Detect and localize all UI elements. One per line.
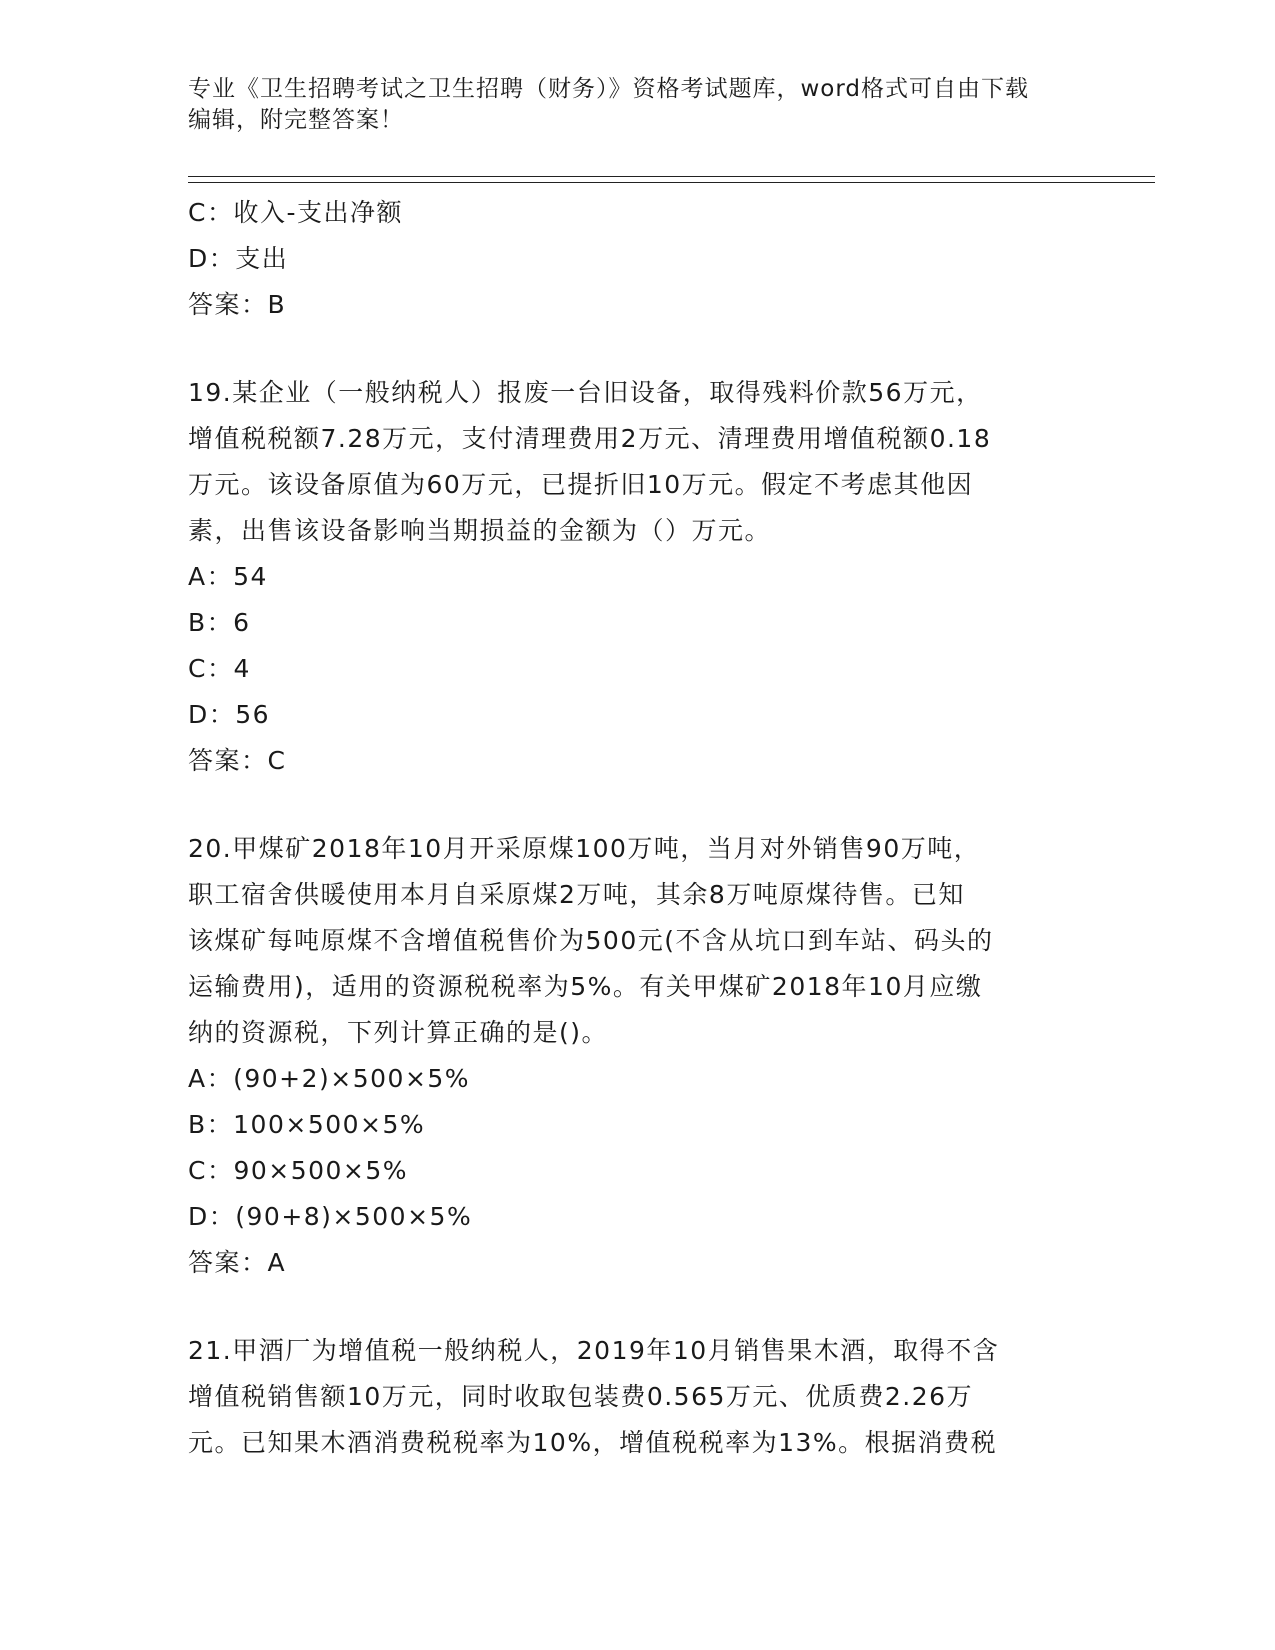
question-text-line: 增值税销售额10万元，同时收取包装费0.565万元、优质费2.26万 (188, 1382, 974, 1411)
question-block (188, 826, 1088, 1286)
header-line-1: 专业《卫生招聘考试之卫生招聘（财务）》资格考试题库，word格式可自由下载 (188, 76, 1030, 102)
answer-line: 答案：B (188, 290, 287, 319)
option-d: D：56 (188, 700, 271, 729)
answer-line: 答案：A (188, 1248, 287, 1277)
option-c: C：4 (188, 654, 251, 683)
question-text-line: 增值税税额7.28万元，支付清理费用2万元、清理费用增值税额0.18 (188, 424, 992, 453)
question-text-line: 纳的资源税，下列计算正确的是()。 (188, 1018, 609, 1047)
question-text-line: 职工宿舍供暖使用本月自采原煤2万吨，其余8万吨原煤待售。已知 (188, 880, 965, 909)
question-text-line: 万元。该设备原值为60万元，已提折旧10万元。假定不考虑其他因 (188, 470, 974, 499)
header-line-2: 编辑，附完整答案！ (188, 107, 404, 133)
option-c: C：90×500×5% (188, 1156, 409, 1185)
question-text-line: 运输费用)，适用的资源税税率为5%。有关甲煤矿2018年10月应缴 (188, 972, 983, 1001)
option-d: D：(90+8)×500×5% (188, 1202, 473, 1231)
option-d: D：支出 (188, 244, 289, 273)
header-divider-bottom (188, 182, 1155, 183)
question-block (188, 1328, 1088, 1466)
question-text-line: 19.某企业（一般纳税人）报废一台旧设备，取得残料价款56万元， (188, 378, 983, 407)
document-body (188, 190, 1088, 1466)
option-b: B：100×500×5% (188, 1110, 426, 1139)
document-header (188, 74, 1088, 136)
option-a: A：54 (188, 562, 268, 591)
question-text-line: 素，出售该设备影响当期损益的金额为（）万元。 (188, 516, 772, 545)
question-block (188, 370, 1088, 784)
question-text-line: 元。已知果木酒消费税税率为10%，增值税税率为13%。根据消费税 (188, 1428, 998, 1457)
question-text-line: 21.甲酒厂为增值税一般纳税人，2019年10月销售果木酒，取得不含 (188, 1336, 1000, 1365)
option-b: B：6 (188, 608, 251, 637)
option-c: C：收入-支出净额 (188, 198, 403, 227)
question-text-line: 该煤矿每吨原煤不含增值税售价为500元(不含从坑口到车站、码头的 (188, 926, 994, 955)
header-divider-top (188, 176, 1155, 177)
answer-line: 答案：C (188, 746, 287, 775)
option-a: A：(90+2)×500×5% (188, 1064, 471, 1093)
question-text-line: 20.甲煤矿2018年10月开采原煤100万吨，当月对外销售90万吨， (188, 834, 981, 863)
